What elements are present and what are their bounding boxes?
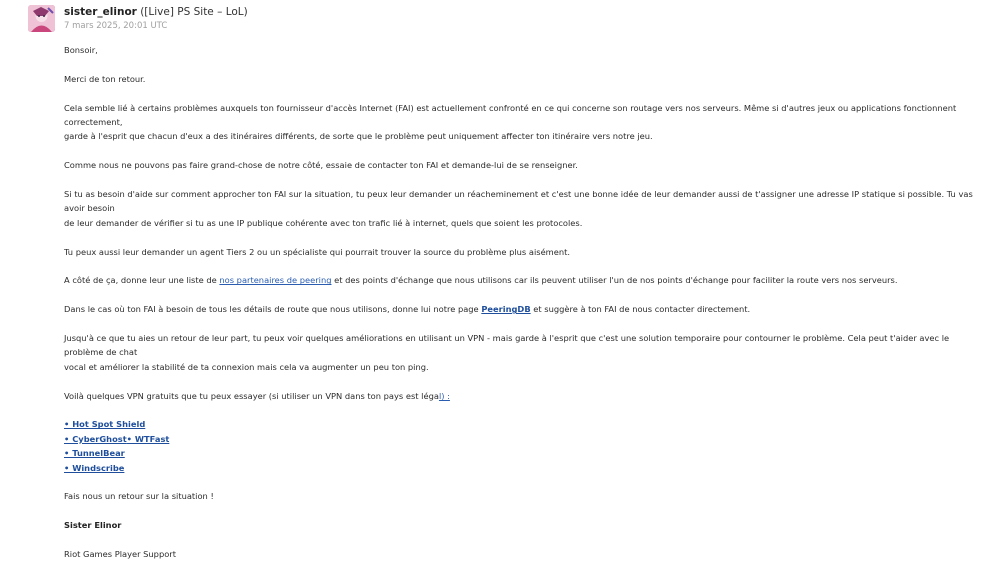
paragraph-static-ip [64,187,979,230]
text-segment: et suggère à ton FAI de nous contacter directement. [530,304,751,315]
paragraph-tier2: Tu peux aussi leur demander un agent Tiers 2 ou un spécialiste qui pourrait trouver la source du problème plus aisément. [64,246,571,257]
text-line: vocal et améliorer la stabilité de ta connexion mais cela va augmenter un peu ton ping. [64,361,429,372]
author-name[interactable]: sister_elinor [64,6,137,18]
peering-partners-link[interactable]: nos partenaires de peering [219,275,332,286]
message-body [64,43,979,561]
paragraph-vpn-list-intro [64,389,979,403]
paragraph-isp-routing [64,101,979,144]
peeringdb-link[interactable]: PeeringDB [481,304,531,315]
text-line: garde à l'esprit que chacun d'eux a des itinéraires différents, de sorte que le problème peut uniquement affecter ton itinéraire vers notre jeu. [64,131,653,142]
text-line: Cela semble lié à certains problèmes auxquels ton fournisseur d'accès Internet (FAI) est actuellement confronté en ce qui concerne son routage vers nos serveurs. Même si d'autres jeux ou applications fonctionnent correctement, [64,102,957,127]
legal-link[interactable]: l) : [438,390,450,401]
text-line: Si tu as besoin d'aide sur comment approcher ton FAI sur la situation, tu peux leur demander un réacheminement et c'est une bonne idée de leur demander aussi de t'assigner une adresse IP statique si possible. Tu vas avoir besoin [64,189,973,214]
paragraph-peeringdb [64,302,979,316]
thanks-text: Merci de ton retour. [64,73,146,84]
text-segment: Voilà quelques VPN gratuits que tu peux essayer (si utiliser un VPN dans ton pays est léga [64,390,439,401]
signature-team: Riot Games Player Support [64,549,176,560]
text-line: de leur demander de vérifier si tu as une IP publique cohérente avec ton trafic lié à internet, quels que soient les protocoles. [64,217,583,228]
signature-name: Sister Elinor [64,520,122,531]
paragraph-contact-isp: Comme nous ne pouvons pas faire grand-chose de notre côté, essaie de contacter ton FAI et demande-lui de se renseigner. [64,160,578,171]
greeting: Bonsoir, [64,45,98,55]
vpn-link-windscribe[interactable]: • Windscribe [64,462,125,473]
paragraph-peering [64,273,979,287]
post-header [64,6,248,32]
vpn-link-wtfast[interactable]: • WTFast [126,433,170,444]
vpn-link-cyberghost[interactable]: • CyberGhost [64,433,127,444]
text-segment: et des points d'échange que nous utilisons car ils peuvent utiliser l'un de nos points d'échange pour faciliter la route vers nos serveurs. [331,275,898,286]
text-segment: Dans le cas où ton FAI à besoin de tous les détails de route que nous utilisons, donne lui notre page [64,304,482,315]
author-line [64,6,248,19]
closing-text: Fais nous un retour sur la situation ! [64,491,214,502]
text-segment: A côté de ça, donne leur une liste de [64,275,220,286]
text-line: Jusqu'à ce que tu aies un retour de leur part, tu peux voir quelques améliorations en utilisant un VPN - mais garde à l'esprit que c'est une solution temporaire pour contourner le problème. Cela peut t'aider avec le problème de chat [64,333,950,358]
post-timestamp: 7 mars 2025, 20:01 UTC [64,21,168,31]
paragraph-vpn [64,331,979,374]
vpn-list [64,417,979,475]
channel-name[interactable]: ([Live] PS Site – LoL) [140,6,248,18]
avatar[interactable] [28,5,55,32]
avatar-image [28,5,55,32]
vpn-link-hotspotshield[interactable]: • Hot Spot Shield [64,419,146,430]
vpn-link-tunnelbear[interactable]: • TunnelBear [64,448,125,459]
